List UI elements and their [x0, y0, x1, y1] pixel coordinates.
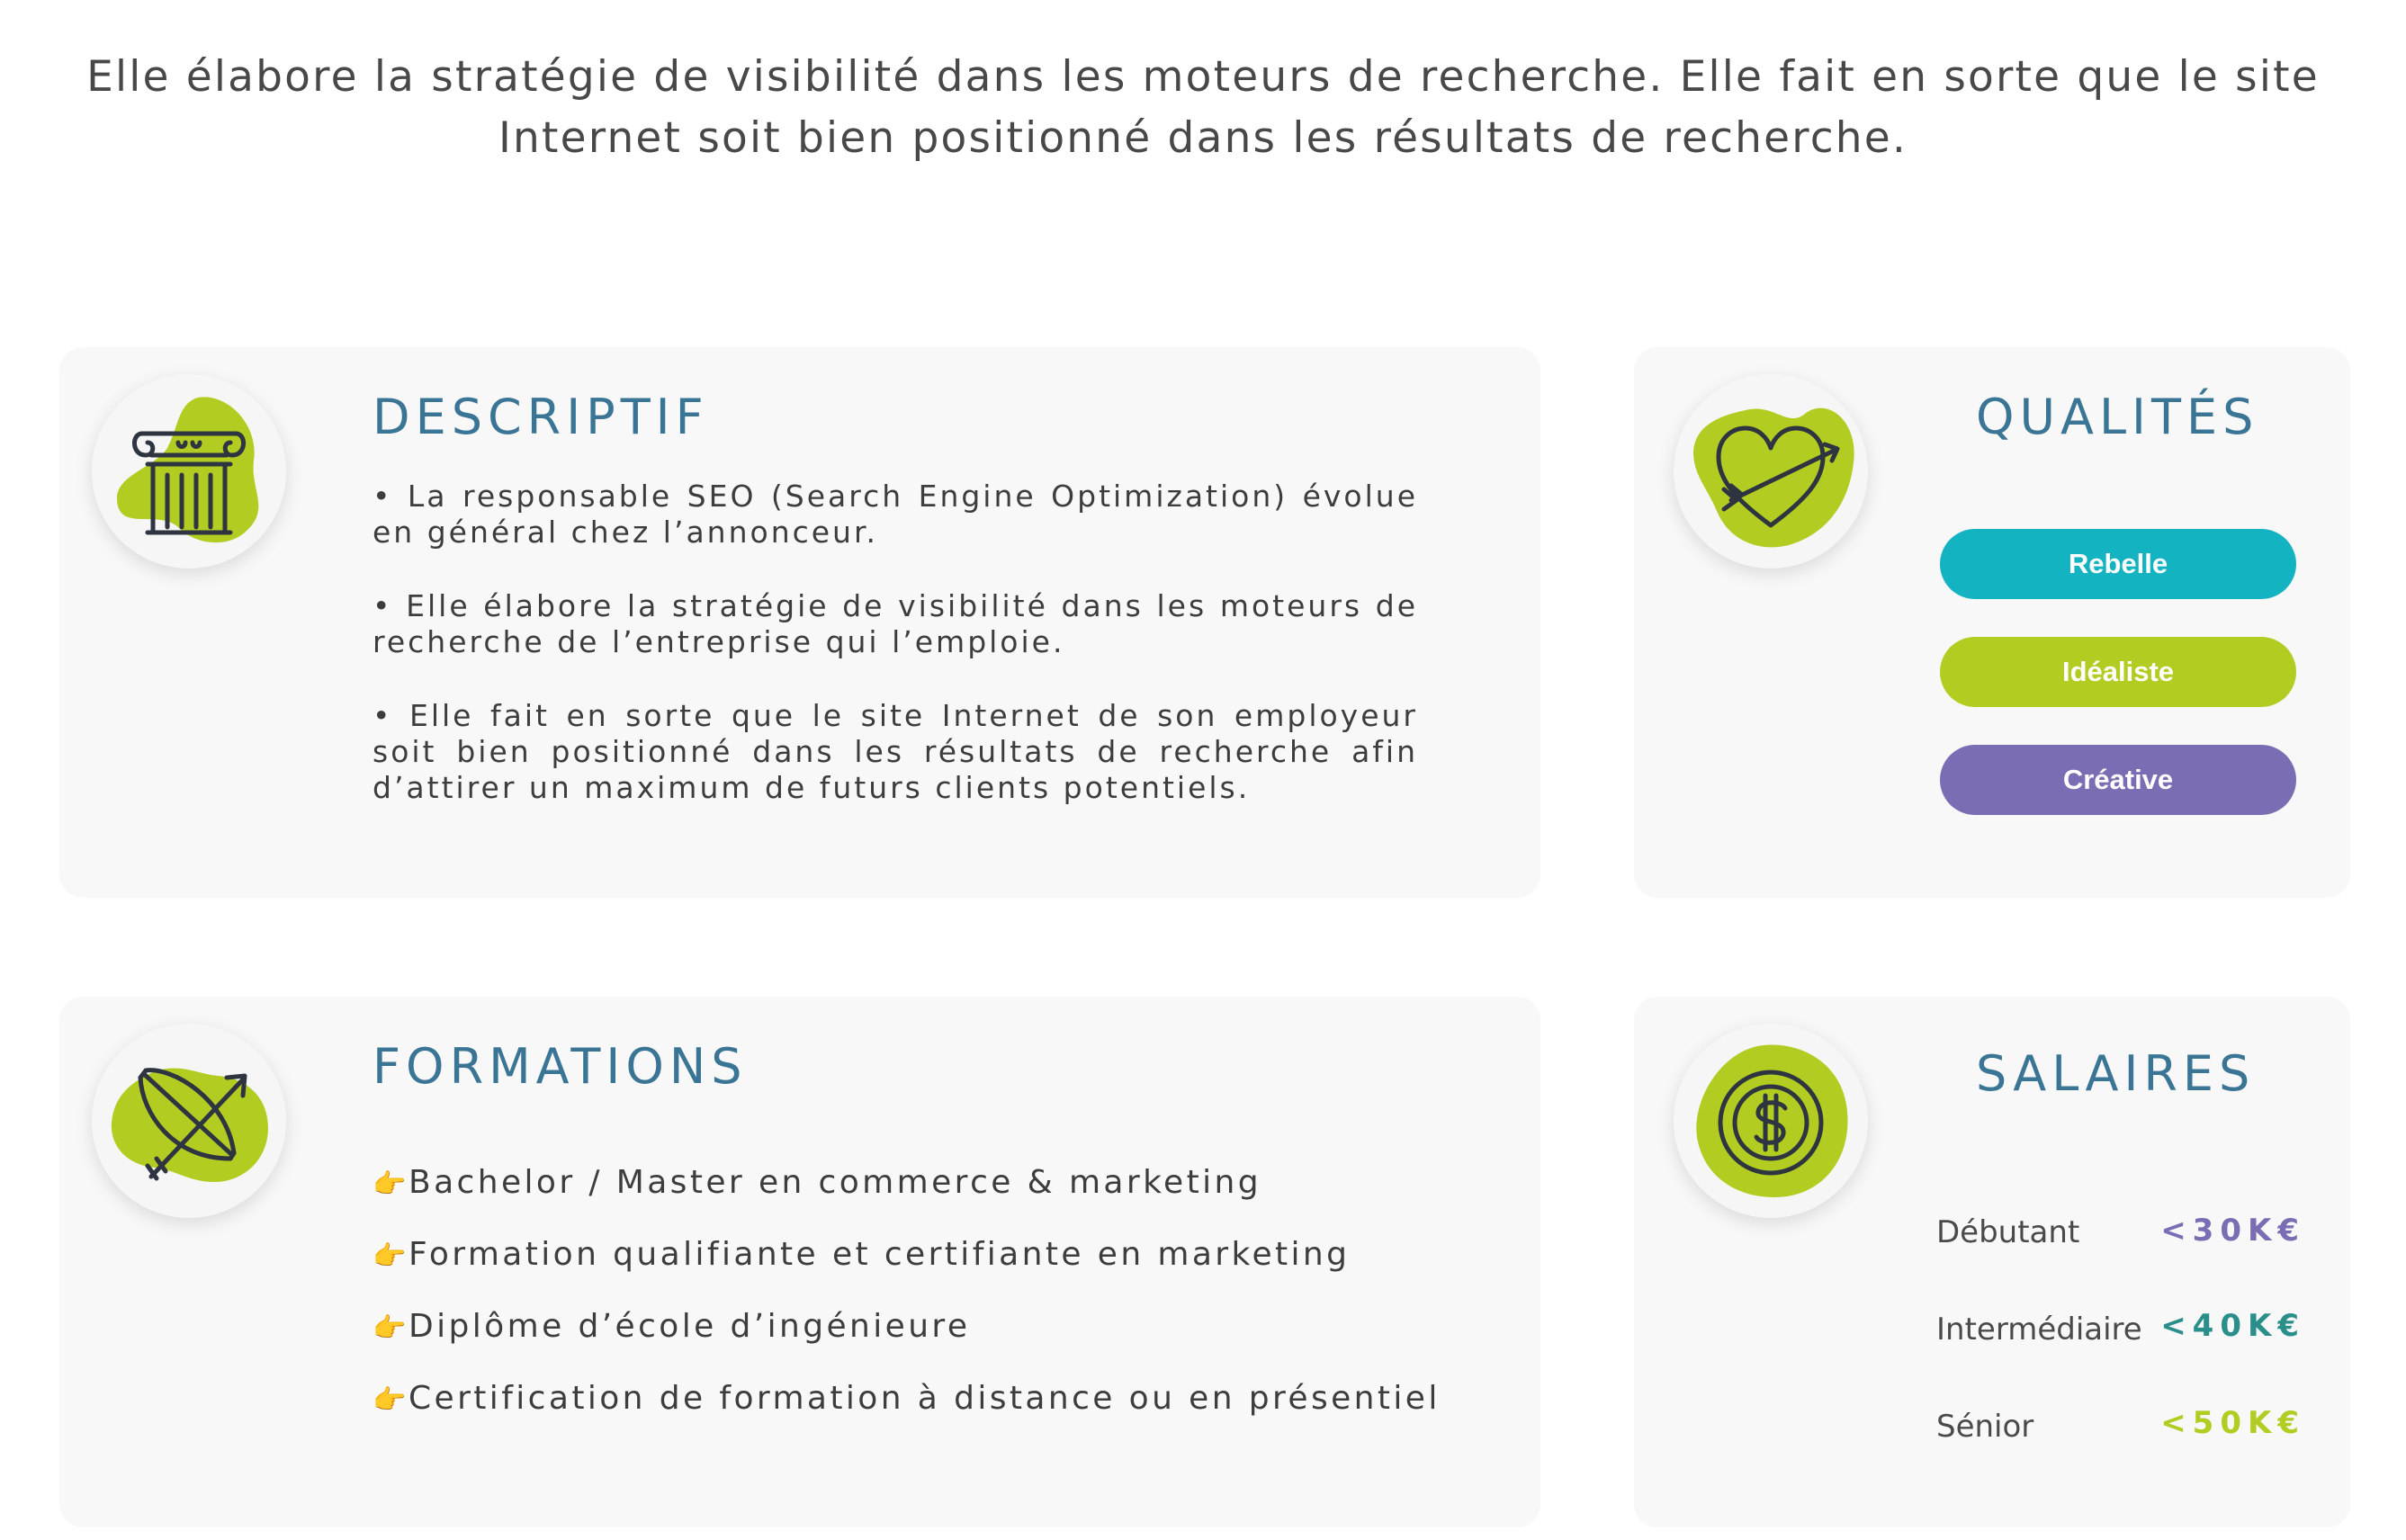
formation-item-2 — [373, 1236, 1350, 1273]
formation-item-4 — [373, 1380, 1441, 1417]
formation-item-text: Certification de formation à distance ou en présentiel — [408, 1380, 1441, 1417]
pointing-hand-icon: 👉 — [373, 1168, 409, 1200]
salaires-card — [1634, 997, 2350, 1527]
qualites-card — [1634, 347, 2350, 898]
formations-title: FORMATIONS — [373, 1038, 748, 1095]
pointing-hand-icon: 👉 — [373, 1240, 409, 1272]
intro-line-1: Elle élabore la stratégie de visibilité dans les moteurs de recherche. Elle fait en sorte que le site — [86, 52, 2320, 102]
formation-item-text: Bachelor / Master en commerce & marketing — [408, 1164, 1261, 1201]
formation-item-text: Diplôme d’école d’ingénieure — [408, 1308, 971, 1345]
salary-value-intermediaire: <40K€ — [2160, 1308, 2305, 1344]
formation-item-1 — [373, 1164, 1261, 1201]
salary-value-senior: <50K€ — [2160, 1405, 2305, 1441]
bow-arrow-icon — [92, 1024, 286, 1218]
intro-text — [72, 47, 2334, 169]
column-icon — [92, 374, 286, 569]
pointing-hand-icon: 👉 — [373, 1312, 409, 1344]
descriptif-title: DESCRIPTIF — [373, 389, 709, 445]
descriptif-paragraph-2: • Elle élabore la stratégie de visibilité dans les moteurs de recherche de l’entreprise qui l’emploie. — [373, 588, 1418, 659]
qualites-title: QUALITÉS — [1976, 389, 2259, 445]
heart-arrow-icon — [1674, 374, 1868, 569]
formation-item-text: Formation qualifiante et certifiante en marketing — [408, 1236, 1351, 1273]
salaires-title: SALAIRES — [1976, 1045, 2256, 1102]
quality-pill-rebelle: Rebelle — [1940, 529, 2296, 599]
salary-label-intermediaire: Intermédiaire — [1936, 1312, 2142, 1348]
descriptif-paragraph-3: • Elle fait en sorte que le site Internet de son employeur soit bien positionné dans les résultats de recherche afin d’attirer un maximum de futurs clients potentiels. — [373, 698, 1418, 805]
formation-item-3 — [373, 1308, 970, 1345]
dollar-coin-icon — [1674, 1024, 1868, 1218]
intro-line-2: Internet soit bien positionné dans les résultats de recherche. — [498, 113, 1908, 163]
descriptif-card — [59, 347, 1540, 898]
quality-pill-creative: Créative — [1940, 745, 2296, 815]
pointing-hand-icon: 👉 — [373, 1384, 409, 1416]
salary-label-debutant: Débutant — [1936, 1214, 2080, 1250]
quality-pill-idealiste: Idéaliste — [1940, 637, 2296, 707]
salary-value-debutant: <30K€ — [2160, 1213, 2305, 1249]
descriptif-paragraph-1: • La responsable SEO (Search Engine Optimization) évolue en général chez l’annonceur. — [373, 479, 1418, 550]
salary-label-senior: Sénior — [1936, 1409, 2034, 1445]
formations-card — [59, 997, 1540, 1527]
